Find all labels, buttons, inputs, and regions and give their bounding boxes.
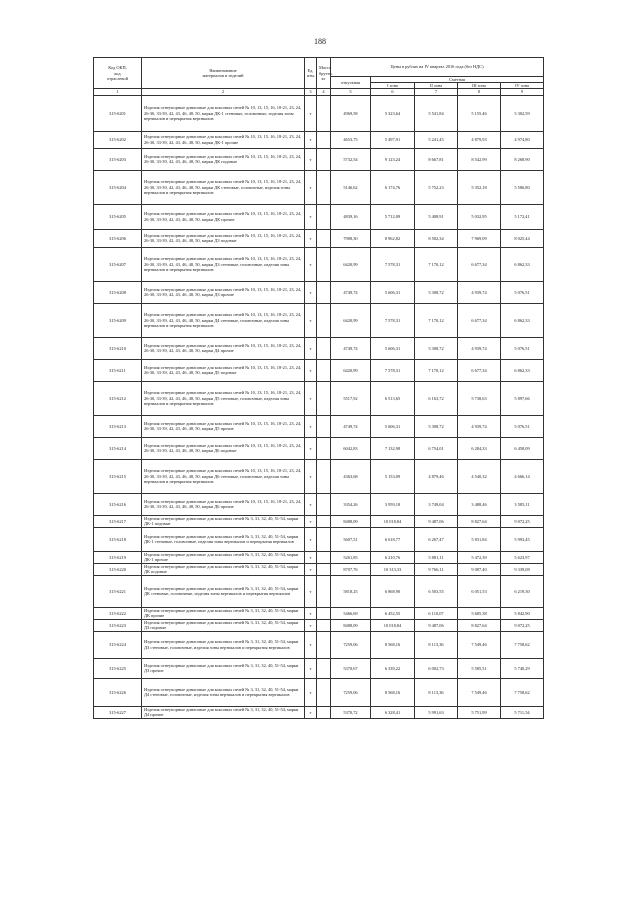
row-wholesale-price: 7259,06 [331,631,371,658]
row-zone-2-price: 6 503,55 [415,575,458,607]
table-row [94,95,544,131]
table-row [94,359,544,381]
row-zone-4-price: 5 623,97 [501,551,544,563]
row-zone-2-price: 9 487,06 [415,619,458,631]
row-unit: т [305,204,317,229]
row-zone-1-price: 3 959,18 [371,493,415,515]
row-mass [317,381,331,415]
row-code: 315-6209 [94,303,142,337]
row-zone-1-price: 8 962,82 [371,229,415,247]
row-code: 315-6221 [94,575,142,607]
row-code: 315-6207 [94,247,142,281]
row-zone-3-price: 7 969,09 [458,229,501,247]
row-mass [317,415,331,437]
table-row [94,148,544,170]
row-zone-1-price: 5 497,91 [371,131,415,148]
row-code: 315-6217 [94,515,142,527]
row-zone-3-price: 4 939,74 [458,415,501,437]
row-mass [317,493,331,515]
row-mass [317,204,331,229]
row-zone-3-price: 8 827,64 [458,619,501,631]
row-zone-1-price: 5 712,09 [371,204,415,229]
row-zone-3-price: 6 051,53 [458,575,501,607]
row-zone-2-price: 5 752,23 [415,170,458,204]
row-zone-4-price: 5 302,59 [501,95,544,131]
price-table [93,57,544,719]
table-row [94,415,544,437]
row-name: Изделия огнеупорные динасовые для коксовых печей № 3, 31, 32, 40, 51-54, марки Д4 прочие [142,706,305,718]
row-code: 315-6226 [94,678,142,706]
row-wholesale-price: 8488,09 [331,619,371,631]
row-zone-3-price: 5 738,63 [458,381,501,415]
row-zone-2-price: 7 170,12 [415,303,458,337]
row-unit: т [305,229,317,247]
row-name: Изделия огнеупорные динасовые для коксовых печей № 10, 13, 15, 16, 18-21, 23, 24, 26-30, 33-39, 42, 43, 46, 48, 50, марки ДЗ прочие [142,281,305,303]
row-zone-4-price: 5 076,51 [501,337,544,359]
row-zone-3-price: 3 488,46 [458,493,501,515]
row-unit: т [305,131,317,148]
row-unit: т [305,281,317,303]
column-index: 9 [501,89,544,95]
table-row [94,459,544,493]
header-zone-4: IV зона [501,83,544,89]
row-mass [317,575,331,607]
row-zone-3-price: 8 542,99 [458,148,501,170]
row-code: 315-6218 [94,527,142,551]
table-row [94,493,544,515]
row-zone-2-price: 5 308,72 [415,281,458,303]
row-code: 315-6215 [94,459,142,493]
row-unit: т [305,563,317,575]
row-unit: т [305,303,317,337]
row-unit: т [305,619,317,631]
row-mass [317,678,331,706]
row-unit: т [305,575,317,607]
row-wholesale-price: 4363,68 [331,459,371,493]
row-code: 315-6203 [94,148,142,170]
row-mass [317,247,331,281]
row-code: 315-6216 [94,493,142,515]
row-wholesale-price: 5607,51 [331,527,371,551]
row-code: 315-6222 [94,607,142,619]
row-code: 315-6204 [94,170,142,204]
row-wholesale-price: 5732,54 [331,148,371,170]
row-unit: т [305,437,317,459]
row-name: Изделия огнеупорные динасовые для коксовых печей № 10, 13, 15, 16, 18-21, 23, 24, 26-30, 33-39, 42, 43, 46, 48, 50, марки ДК стеновые, головочные, изделия зоны вертикалов и перекрытия вертикалов [142,170,305,204]
row-wholesale-price: 6420,99 [331,247,371,281]
row-zone-1-price: 6 174,76 [371,170,415,204]
row-zone-3-price: 5 831,84 [458,527,501,551]
row-unit: т [305,515,317,527]
row-zone-3-price: 8 827,64 [458,515,501,527]
row-zone-3-price: 5 155,46 [458,95,501,131]
row-name: Изделия огнеупорные динасовые для коксовых печей № 3, 31, 32, 40, 51-54, марки ДК прочие [142,607,305,619]
row-mass [317,303,331,337]
row-code: 315-6214 [94,437,142,459]
table-row [94,381,544,415]
row-mass [317,229,331,247]
table-row [94,551,544,563]
row-zone-1-price: 7 578,31 [371,359,415,381]
row-zone-4-price: 9 339,08 [501,563,544,575]
row-zone-4-price: 5 586,80 [501,170,544,204]
row-zone-1-price: 6 452,55 [371,607,415,619]
row-name: Изделия огнеупорные динасовые для коксовых печей № 10, 13, 15, 16, 18-21, 23, 24, 26-30, 33-39, 42, 43, 46, 48, 50, марки Д5 прочие [142,415,305,437]
row-wholesale-price: 6420,99 [331,303,371,337]
row-zone-4-price: 9 072,25 [501,515,544,527]
header-mass: Масса брутто, кг [317,58,331,89]
row-mass [317,131,331,148]
column-index: 4 [317,89,331,95]
row-zone-4-price: 6 862,33 [501,303,544,337]
row-wholesale-price: 7259,06 [331,678,371,706]
row-mass [317,359,331,381]
table-row [94,515,544,527]
row-zone-3-price: 4 540,32 [458,459,501,493]
row-zone-2-price: 6 002,73 [415,658,458,678]
row-zone-3-price: 6 677,34 [458,247,501,281]
row-name: Изделия огнеупорные динасовые для коксовых печей № 3, 31, 32, 40, 51-54, марки ДЗ подовые [142,619,305,631]
row-mass [317,170,331,204]
row-name: Изделия огнеупорные динасовые для коксовых печей № 3, 31, 32, 40, 51-54, марки ДК-1 подовые [142,515,305,527]
row-zone-2-price: 5 541,84 [415,95,458,131]
row-zone-1-price: 6 210,76 [371,551,415,563]
column-index: 1 [94,89,142,95]
row-zone-2-price: 6 110,07 [415,607,458,619]
column-index: 8 [458,89,501,95]
row-code: 315-6211 [94,359,142,381]
row-code: 315-6224 [94,631,142,658]
row-zone-3-price: 5 352,18 [458,170,501,204]
row-zone-4-price: 6 458,09 [501,437,544,459]
header-wholesale: отпускная [331,77,371,89]
row-zone-4-price: 5 842,90 [501,607,544,619]
row-zone-3-price: 5 751,99 [458,706,501,718]
row-zone-1-price: 6 513,65 [371,381,415,415]
header-estimate: Сметная [371,77,544,83]
header-prices-title: Цены в рублях на IV квартал 2016 года (без НДС) [331,58,544,77]
row-code: 315-6212 [94,381,142,415]
row-zone-1-price: 5 606,31 [371,281,415,303]
row-unit: т [305,493,317,515]
table-row [94,631,544,658]
row-mass [317,607,331,619]
row-zone-3-price: 6 677,34 [458,303,501,337]
row-unit: т [305,607,317,619]
row-unit: т [305,551,317,563]
row-zone-1-price: 8 568,16 [371,678,415,706]
row-name: Изделия огнеупорные динасовые для коксовых печей № 3, 31, 32, 40, 51-54, марки ДК стеновые, головочные, изделия зоны вертикалов и перекрытия вертикалов [142,575,305,607]
row-zone-1-price: 8 568,16 [371,631,415,658]
row-unit: т [305,527,317,551]
row-zone-2-price: 8 113,36 [415,631,458,658]
row-zone-2-price: 5 241,45 [415,131,458,148]
row-zone-4-price: 5 711,54 [501,706,544,718]
column-index: 7 [415,89,458,95]
row-wholesale-price: 4839,16 [331,204,371,229]
row-wholesale-price: 4749,74 [331,337,371,359]
row-wholesale-price: 7908,30 [331,229,371,247]
table-row [94,303,544,337]
row-wholesale-price: 6420,99 [331,359,371,381]
table-row [94,337,544,359]
row-unit: т [305,95,317,131]
row-name: Изделия огнеупорные динасовые для коксовых печей № 10, 13, 15, 16, 18-21, 23, 24, 26-30, 33-39, 42, 43, 46, 48, 50, марки Д4 прочие [142,337,305,359]
row-name: Изделия огнеупорные динасовые для коксовых печей № 10, 13, 15, 16, 18-21, 23, 24, 26-30, 33-39, 42, 43, 46, 48, 50, марки ДЗ подовые [142,229,305,247]
row-zone-3-price: 5 585,51 [458,658,501,678]
table-row [94,281,544,303]
row-zone-3-price: 5 032,95 [458,204,501,229]
row-code: 315-6206 [94,229,142,247]
row-zone-1-price: 7 578,31 [371,247,415,281]
row-zone-2-price: 6 163,72 [415,381,458,415]
row-zone-4-price: 5 993,45 [501,527,544,551]
row-wholesale-price: 4969,58 [331,95,371,131]
row-code: 315-6213 [94,415,142,437]
row-zone-2-price: 5 308,72 [415,337,458,359]
table-body [94,95,544,718]
table-row [94,563,544,575]
table-row [94,607,544,619]
table-row [94,619,544,631]
row-code: 315-6208 [94,281,142,303]
table-row [94,678,544,706]
row-name: Изделия огнеупорные динасовые для коксовых печей № 10, 13, 15, 16, 18-21, 23, 24, 26-30, 33-39, 42, 43, 46, 48, 50, марки ДЗ стеновые, головочные, изделия зоны вертикалов и перекрытия вертикалов [142,247,305,281]
row-zone-2-price: 8 667,81 [415,148,458,170]
row-name: Изделия огнеупорные динасовые для коксовых печей № 10, 13, 15, 16, 18-21, 23, 24, 26-30, 33-39, 42, 43, 46, 48, 50, марки Д6 подовые [142,437,305,459]
row-zone-1-price: 5 323,64 [371,95,415,131]
row-code: 315-6225 [94,658,142,678]
row-mass [317,619,331,631]
row-unit: т [305,706,317,718]
row-wholesale-price: 5370,67 [331,658,371,678]
row-name: Изделия огнеупорные динасовые для коксовых печей № 10, 13, 15, 16, 18-21, 23, 24, 26-30, 33-39, 42, 43, 46, 48, 50, марки ДК-1 прочие [142,131,305,148]
row-zone-1-price: 6 868,90 [371,575,415,607]
row-mass [317,95,331,131]
row-name: Изделия огнеупорные динасовые для коксовых печей № 3, 31, 32, 40, 51-54, марки ДК подовые [142,563,305,575]
row-code: 315-6227 [94,706,142,718]
row-unit: т [305,359,317,381]
row-wholesale-price: 5466,69 [331,607,371,619]
table-row [94,658,544,678]
row-zone-4-price: 9 072,25 [501,619,544,631]
row-zone-4-price: 5 076,51 [501,415,544,437]
row-mass [317,658,331,678]
row-name: Изделия огнеупорные динасовые для коксовых печей № 10, 13, 15, 16, 18-21, 23, 24, 26-30, 33-39, 42, 43, 46, 48, 50, марки Д6 стеновые, головочные, изделия зоны вертикалов и перекрытия вертикалов [142,459,305,493]
row-zone-3-price: 5 472,39 [458,551,501,563]
row-wholesale-price: 5517,92 [331,381,371,415]
row-wholesale-price: 5370,72 [331,706,371,718]
row-mass [317,437,331,459]
row-wholesale-price: 8707,76 [331,563,371,575]
row-mass [317,337,331,359]
row-code: 315-6201 [94,95,142,131]
row-zone-1-price: 7 578,31 [371,303,415,337]
row-zone-1-price: 6 339,22 [371,658,415,678]
row-name: Изделия огнеупорные динасовые для коксовых печей № 3, 31, 32, 40, 51-54, марки Д4 стеновые, головочные, изделия зоны вертикалов и перекрытия вертикалов [142,678,305,706]
row-name: Изделия огнеупорные динасовые для коксовых печей № 10, 13, 15, 16, 18-21, 23, 24, 26-30, 33-39, 42, 43, 46, 48, 50, марки Д6 прочие [142,493,305,515]
row-zone-4-price: 5 076,51 [501,281,544,303]
row-wholesale-price: 5146,62 [331,170,371,204]
row-zone-3-price: 7 549,46 [458,678,501,706]
row-zone-3-price: 4 879,93 [458,131,501,148]
table-header [94,58,544,96]
header-zone-3: III зона [458,83,501,89]
row-name: Изделия огнеупорные динасовые для коксовых печей № 10, 13, 15, 16, 18-21, 23, 24, 26-30, 33-39, 42, 43, 46, 48, 50, марки Д4 стеновые, головочные, изделия зоны вертикалов и перекрытия вертикалов [142,303,305,337]
row-mass [317,631,331,658]
row-mass [317,459,331,493]
header-zone-1: I зона [371,83,415,89]
row-wholesale-price: 5818,25 [331,575,371,607]
table-row [94,131,544,148]
row-code: 315-6223 [94,619,142,631]
row-zone-4-price: 5 897,66 [501,381,544,415]
row-mass [317,551,331,563]
row-zone-2-price: 6 267,47 [415,527,458,551]
table-row [94,575,544,607]
row-zone-4-price: 5 172,41 [501,204,544,229]
row-zone-1-price: 10 018,84 [371,515,415,527]
row-mass [317,515,331,527]
row-zone-2-price: 4 879,46 [415,459,458,493]
row-zone-4-price: 6 862,33 [501,359,544,381]
table-row [94,437,544,459]
row-unit: т [305,247,317,281]
row-zone-2-price: 8 502,34 [415,229,458,247]
table-row [94,229,544,247]
row-mass [317,527,331,551]
row-zone-1-price: 5 606,31 [371,337,415,359]
row-zone-1-price: 10 313,33 [371,563,415,575]
row-name: Изделия огнеупорные динасовые для коксовых печей № 10, 13, 15, 16, 18-21, 23, 24, 26-30, 33-39, 42, 43, 46, 48, 50, марки ДК подовые [142,148,305,170]
row-wholesale-price: 8488,09 [331,515,371,527]
row-unit: т [305,337,317,359]
row-name: Изделия огнеупорные динасовые для коксовых печей № 10, 13, 15, 16, 18-21, 23, 24, 26-30, 33-39, 42, 43, 46, 48, 50, марки ДК прочие [142,204,305,229]
row-unit: т [305,170,317,204]
table-row [94,706,544,718]
row-zone-3-price: 9 087,40 [458,563,501,575]
row-zone-1-price: 5 153,09 [371,459,415,493]
row-zone-4-price: 7 758,62 [501,678,544,706]
row-zone-4-price: 7 758,62 [501,631,544,658]
row-zone-1-price: 6 328,41 [371,706,415,718]
row-zone-2-price: 9 487,06 [415,515,458,527]
row-zone-2-price: 7 170,12 [415,359,458,381]
row-zone-3-price: 4 939,74 [458,281,501,303]
column-index: 5 [331,89,371,95]
row-zone-1-price: 10 018,84 [371,619,415,631]
page-number: 188 [314,37,326,46]
column-index: 3 [305,89,317,95]
row-zone-2-price: 5 408,91 [415,204,458,229]
row-zone-2-price: 7 170,12 [415,247,458,281]
row-zone-4-price: 3 585,11 [501,493,544,515]
row-mass [317,281,331,303]
row-zone-2-price: 6 754,01 [415,437,458,459]
row-zone-1-price: 5 606,31 [371,415,415,437]
row-unit: т [305,631,317,658]
table-row [94,170,544,204]
row-wholesale-price: 6042,83 [331,437,371,459]
row-mass [317,706,331,718]
row-name: Изделия огнеупорные динасовые для коксовых печей № 10, 13, 15, 16, 18-21, 23, 24, 26-30, 33-39, 42, 43, 46, 48, 50, марки ДК-1 стеновые, головочные, изделия зоны вертикалов и перекрытия вертикалов [142,95,305,131]
row-code: 315-6219 [94,551,142,563]
row-unit: т [305,148,317,170]
row-unit: т [305,678,317,706]
row-unit: т [305,415,317,437]
row-zone-3-price: 6 677,34 [458,359,501,381]
row-name: Изделия огнеупорные динасовые для коксовых печей № 10, 13, 15, 16, 18-21, 23, 24, 26-30, 33-39, 42, 43, 46, 48, 50, марки Д5 подовые [142,359,305,381]
row-code: 315-6210 [94,337,142,359]
row-zone-4-price: 8 025,44 [501,229,544,247]
row-zone-3-price: 7 549,46 [458,631,501,658]
header-unit: Ед. изм. [305,58,317,89]
row-zone-1-price: 9 123,24 [371,148,415,170]
table-row [94,247,544,281]
header-name: Наименование материалов и изделий [142,58,305,89]
row-name: Изделия огнеупорные динасовые для коксовых печей № 3, 31, 32, 40, 51-54, марки ДЗ прочие [142,658,305,678]
row-wholesale-price: 4653,75 [331,131,371,148]
row-zone-4-price: 6 862,33 [501,247,544,281]
row-zone-3-price: 5 685,38 [458,607,501,619]
column-index: 2 [142,89,305,95]
row-zone-4-price: 6 219,30 [501,575,544,607]
header-zone-2: II зона [415,83,458,89]
row-zone-4-price: 4 974,80 [501,131,544,148]
row-mass [317,148,331,170]
row-zone-2-price: 5 881,11 [415,551,458,563]
row-zone-1-price: 7 132,98 [371,437,415,459]
row-code: 315-6205 [94,204,142,229]
row-mass [317,563,331,575]
table-row [94,527,544,551]
row-wholesale-price: 4749,74 [331,281,371,303]
header-code: Код ОКП, код отраслевой [94,58,142,89]
table-row [94,204,544,229]
row-name: Изделия огнеупорные динасовые для коксовых печей № 10, 13, 15, 16, 18-21, 23, 24, 26-30, 33-39, 42, 43, 46, 48, 50, марки Д5 стеновые, головочные, изделия зоны вертикалов и перекрытия вертикалов [142,381,305,415]
row-unit: т [305,658,317,678]
row-wholesale-price: 4749,74 [331,415,371,437]
row-code: 315-6220 [94,563,142,575]
row-zone-4-price: 4 666,14 [501,459,544,493]
row-unit: т [305,459,317,493]
row-wholesale-price: 3354,26 [331,493,371,515]
row-zone-2-price: 3 749,04 [415,493,458,515]
row-zone-3-price: 6 284,33 [458,437,501,459]
row-zone-1-price: 6 618,77 [371,527,415,551]
row-unit: т [305,381,317,415]
row-name: Изделия огнеупорные динасовые для коксовых печей № 3, 31, 32, 40, 51-54, марки ДЗ стеновые, головочные, изделия зоны вертикалов и перекрытия вертикалов [142,631,305,658]
row-zone-2-price: 5 308,72 [415,415,458,437]
row-zone-2-price: 9 766,11 [415,563,458,575]
row-name: Изделия огнеупорные динасовые для коксовых печей № 3, 31, 32, 40, 51-54, марки ДК-1 стеновые, головочные, изделия зоны вертикалов и перекрытия вертикалов [142,527,305,551]
row-code: 315-6202 [94,131,142,148]
column-index: 6 [371,89,415,95]
row-zone-4-price: 5 740,29 [501,658,544,678]
row-zone-2-price: 8 113,36 [415,678,458,706]
row-zone-3-price: 4 939,74 [458,337,501,359]
row-name: Изделия огнеупорные динасовые для коксовых печей № 3, 31, 32, 40, 51-54, марки ДК-1 прочие [142,551,305,563]
row-zone-4-price: 8 268,90 [501,148,544,170]
row-zone-2-price: 5 991,63 [415,706,458,718]
row-wholesale-price: 5261,85 [331,551,371,563]
